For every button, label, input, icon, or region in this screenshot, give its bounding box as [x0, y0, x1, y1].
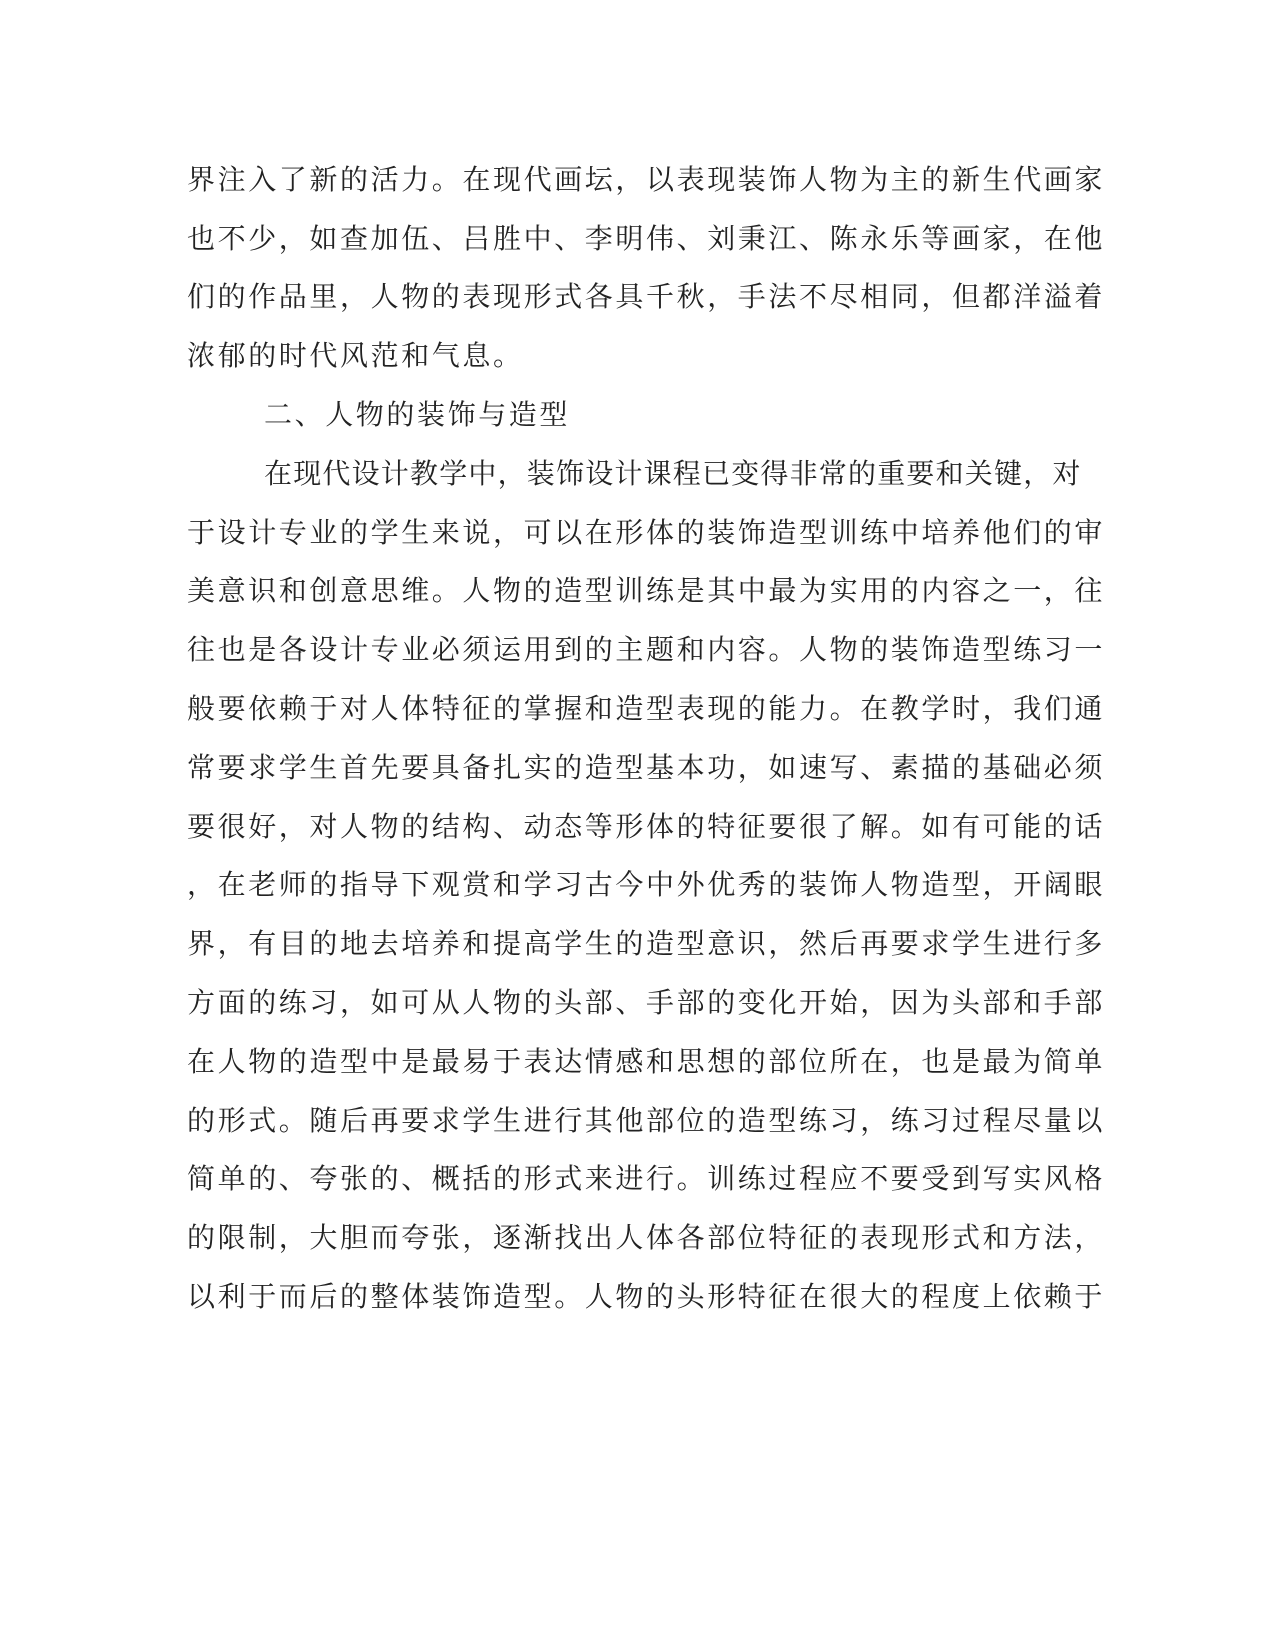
text-line: 简单的、夸张的、概括的形式来进行。训练过程应不要受到写实风格	[187, 1162, 1106, 1195]
text-line: 要很好，对人物的结构、动态等形体的特征要很了解。如有可能的话	[187, 810, 1106, 843]
text-line: ，在老师的指导下观赏和学习古今中外优秀的装饰人物造型，开阔眼	[187, 868, 1106, 901]
text-line: 界注入了新的活力。在现代画坛，以表现装饰人物为主的新生代画家	[187, 163, 1106, 196]
text-line: 在人物的造型中是最易于表达情感和思想的部位所在，也是最为简单	[187, 1045, 1106, 1078]
text-line: 们的作品里，人物的表现形式各具千秋，手法不尽相同，但都洋溢着	[187, 280, 1106, 313]
text-line: 于设计专业的学生来说，可以在形体的装饰造型训练中培养他们的审	[187, 516, 1106, 549]
text-line: 界，有目的地去培养和提高学生的造型意识，然后再要求学生进行多	[187, 927, 1106, 960]
text-line: 美意识和创意思维。人物的造型训练是其中最为实用的内容之一，往	[187, 574, 1106, 607]
text-line: 般要依赖于对人体特征的掌握和造型表现的能力。在教学时，我们通	[187, 692, 1106, 725]
text-line: 浓郁的时代风范和气息。	[187, 339, 524, 372]
text-line: 常要求学生首先要具备扎实的造型基本功，如速写、素描的基础必须	[187, 751, 1106, 784]
text-line: 以利于而后的整体装饰造型。人物的头形特征在很大的程度上依赖于	[187, 1280, 1106, 1313]
section-heading: 二、人物的装饰与造型	[264, 398, 571, 431]
text-line: 的限制，大胆而夸张，逐渐找出人体各部位特征的表现形式和方法，	[187, 1221, 1106, 1254]
text-line: 往也是各设计专业必须运用到的主题和内容。人物的装饰造型练习一	[187, 633, 1106, 666]
text-line: 在现代设计教学中，装饰设计课程已变得非常的重要和关键，对	[264, 457, 1082, 490]
text-line: 方面的练习，如可从人物的头部、手部的变化开始，因为头部和手部	[187, 986, 1106, 1019]
text-line: 的形式。随后再要求学生进行其他部位的造型练习，练习过程尽量以	[187, 1104, 1106, 1137]
text-line: 也不少，如查加伍、吕胜中、李明伟、刘秉江、陈永乐等画家，在他	[187, 222, 1106, 255]
